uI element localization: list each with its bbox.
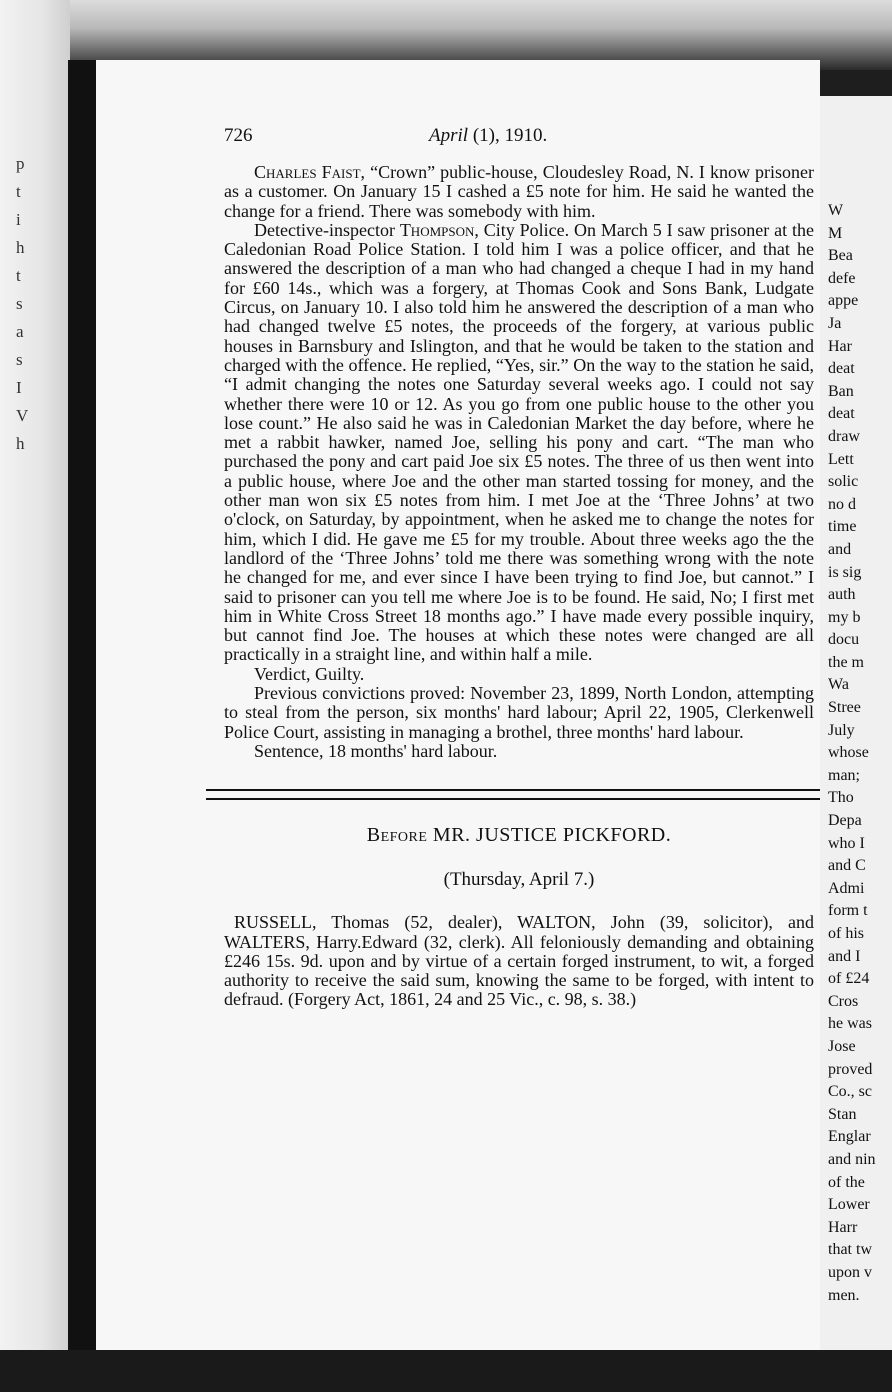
right-fragment: is sig (828, 563, 862, 581)
left-fragment: p (16, 154, 25, 173)
section-before: Before (366, 824, 428, 847)
right-fragment: appe (828, 292, 859, 310)
right-fragment: whose (828, 744, 869, 762)
right-page-fragments (828, 200, 876, 1307)
right-fragment: M (828, 224, 843, 242)
right-fragment: Englar (828, 1128, 871, 1146)
witness-name: Thompson, (399, 219, 479, 240)
right-fragment: deat (828, 405, 855, 423)
section-heading (224, 824, 814, 847)
right-fragment: Tho (828, 789, 854, 807)
witness-name: Charles Faist, (254, 162, 366, 182)
left-fragment: h (16, 238, 25, 257)
running-head (224, 125, 814, 155)
right-fragment: time (828, 518, 857, 536)
right-fragment: Lower (828, 1196, 870, 1214)
paragraph-faist (224, 163, 814, 221)
section-divider (206, 789, 820, 800)
right-fragment: Cros (828, 992, 859, 1010)
left-page-edge (0, 0, 70, 1392)
right-fragment: W (828, 202, 844, 219)
right-fragment: Lett (828, 450, 854, 468)
right-fragment: form t (828, 902, 868, 920)
right-fragment: and nin (828, 1150, 876, 1168)
right-fragment: the m (828, 653, 864, 671)
right-fragment: Harr (828, 1218, 858, 1236)
right-fragment: Ban (828, 382, 854, 400)
right-fragment: Stree (828, 699, 861, 717)
paragraph-text: “Crown” public-house, Cloudesley Road, N. I know prisoner as a customer. On January 15 I cashed a £5 note for him. He said he wanted the change for a friend. There was somebody with him. (224, 162, 815, 221)
page-date (429, 125, 547, 147)
paragraph-lead: Detective-inspector (254, 219, 400, 240)
left-page-fragments (16, 150, 46, 458)
section-judge: MR. JUSTICE PICKFORD. (427, 824, 672, 847)
left-fragment: V (16, 406, 29, 425)
paragraph-verdict: Verdict, Guilty. (254, 663, 365, 684)
right-fragment: Ja (828, 314, 842, 332)
left-fragment: a (16, 322, 24, 341)
right-fragment: of his (828, 925, 864, 942)
right-fragment: deat (828, 360, 855, 378)
left-fragment: i (16, 210, 21, 229)
right-fragment: Depa (828, 812, 862, 830)
right-fragment: proved (828, 1060, 873, 1078)
left-fragment: h (16, 434, 25, 453)
left-fragment: s (16, 350, 23, 369)
page-date-month: April (429, 125, 469, 146)
right-fragment: Stan (828, 1105, 857, 1123)
right-fragment: Co., sc (828, 1083, 872, 1101)
paragraph-text: City Police. On March 5 I saw prisoner at the Caledonian Road Police Station. I told him I was a police officer, and that he answered the description of a man who had changed a cheque I had in my hand for £60 14s., which was a forgery, at Thomas Cook and Sons Bank, Ludgate Circus, on January 10. I also told him he answered the description of a man who had changed twelve £5 notes, the proceeds of the forgery, at various public houses in Barnsbury and Islington, and that he would be taken to the station and charged with the offence. He replied, “Yes, sir.” On the way to the station he said, “I admit changing the notes one Saturday several weeks ago. I could not say whether there were 10 or 12. As you go from one public house to the other you lose count.” He also said he was in Caledonian Market the day before, where he met a rabbit hawker, named Joe, selling his pony and cart. “The man who purchased the pony and cart paid Joe six £5 notes. The three of us then went into a public house, where Joe and the other man started tossing for money, and the other man won six £5 notes from him. I met Joe at the ‘Three Johns’ at two o'clock, on Saturday, by appointment, when he asked me to change the notes for him, which I did. He gave me £5 for my trouble. About three weeks ago the the landlord of the ‘Three Johns’ told me there was something wrong with the note he changed for me, and ever since I have been trying to find Joe, but cannot.” I said to prisoner can you tell me where Joe is to be found. He said, No; I first met him in White Cross Street 18 months ago.” I have made every possible inquiry, but cannot find Joe. The houses at which these notes were changed are all practically in a straight line, and within half a mile. (224, 219, 814, 665)
right-page-edge (820, 96, 892, 1392)
right-fragment: my b (828, 608, 861, 626)
right-fragment: who I (828, 834, 865, 852)
right-fragment: and (828, 540, 852, 558)
section-date: (Thursday, April 7.) (443, 869, 595, 891)
right-fragment: solic (828, 473, 859, 491)
page-number: 726 (224, 125, 253, 146)
right-fragment: auth (828, 586, 856, 604)
left-fragment: I (16, 378, 22, 397)
right-fragment: of the (828, 1173, 865, 1191)
left-fragment: t (16, 182, 21, 201)
right-fragment: Wa (828, 676, 849, 694)
left-fragment: s (16, 294, 23, 313)
book-page (68, 60, 820, 1350)
right-fragment: and C (828, 857, 866, 875)
right-fragment: men. (828, 1286, 860, 1304)
right-fragment: Jose (828, 1037, 856, 1055)
page-date-rest: (1), 1910. (468, 125, 548, 146)
left-fragment: t (16, 266, 21, 285)
right-fragment: he was (828, 1015, 872, 1033)
right-fragment: draw (828, 427, 860, 445)
testimony-text (224, 163, 814, 761)
right-fragment: man; (828, 766, 860, 784)
right-fragment: defe (828, 269, 856, 287)
right-fragment: Bea (828, 247, 853, 265)
right-fragment: Har (828, 337, 852, 355)
paragraph-sentence: Sentence, 18 months' hard labour. (254, 740, 498, 761)
right-fragment: and I (828, 947, 861, 965)
right-fragment: Admi (828, 879, 865, 897)
page-content (224, 125, 814, 1028)
paragraph-previous-convictions: Previous convictions proved: November 23, 1899, North London, attempting to steal from the person, six months' hard labour; April 22, 1905, Clerkenwell Police Court, assisting in managing a brothel, three months' hard labour. (224, 683, 814, 742)
paragraph-thompson (224, 221, 814, 665)
right-fragment: upon v (828, 1263, 872, 1281)
case-summary: RUSSELL, Thomas (52, dealer), WALTON, John (39, solicitor), and WALTERS, Harry.Edward (32, clerk). All feloniously demanding and obtaining £246 15s. 9d. upon and by virtue of a certain forged instrument, to wit, a forged authority to receive the said sum, knowing the same to be forged, with intent to defraud. (Forgery Act, 1861, 24 and 25 Vic., c. 98, s. 38.) (224, 912, 814, 1010)
right-fragment: July (828, 721, 855, 739)
right-fragment: that tw (828, 1241, 872, 1259)
right-fragment: docu (828, 631, 860, 649)
scan-bottom-edge (0, 1350, 892, 1392)
right-fragment: no d (828, 495, 856, 513)
right-fragment: of £24 (828, 970, 870, 988)
